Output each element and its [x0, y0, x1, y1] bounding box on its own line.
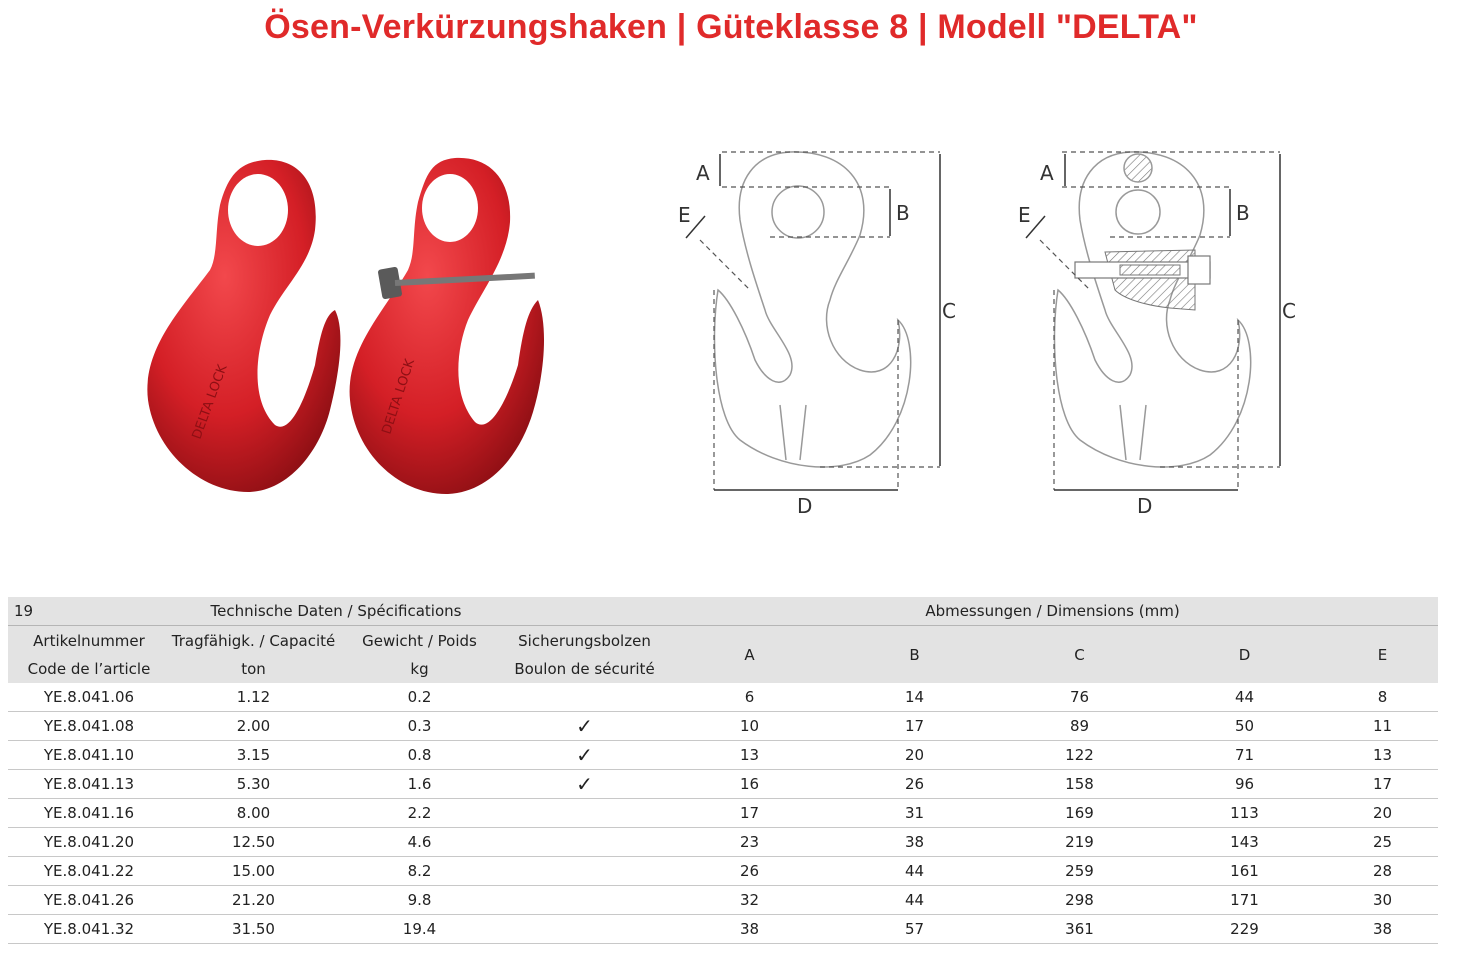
cell-dim-b: 20 [832, 741, 997, 770]
cell-dim-b: 44 [832, 857, 997, 886]
cell-weight: 0.3 [337, 712, 502, 741]
dim-label-b: B [1236, 201, 1250, 225]
cell-weight: 2.2 [337, 799, 502, 828]
table-number: 19 [8, 597, 170, 626]
page-title: Ösen-Verkürzungshaken | Güteklasse 8 | Modell "DELTA" [264, 8, 1198, 46]
cell-safety-bolt [502, 828, 667, 857]
dim-label-d: D [797, 494, 813, 518]
cell-dim-d: 143 [1162, 828, 1327, 857]
dim-label-d: D [1137, 494, 1153, 518]
technical-drawing-with-bolt [1010, 140, 1320, 520]
cell-dim-a: 17 [667, 799, 832, 828]
cell-dim-a: 13 [667, 741, 832, 770]
cell-dim-d: 96 [1162, 770, 1327, 799]
cell-dim-d: 71 [1162, 741, 1327, 770]
cell-dim-c: 169 [997, 799, 1162, 828]
cell-safety-bolt: ✓ [502, 770, 667, 799]
cell-dim-d: 113 [1162, 799, 1327, 828]
cell-dim-c: 89 [997, 712, 1162, 741]
header-safety-bolt-fr: Boulon de sécurité [502, 655, 667, 683]
hook-left-engraving: DELTA LOCK [189, 362, 231, 442]
cell-dim-a: 6 [667, 683, 832, 712]
cell-dim-c: 122 [997, 741, 1162, 770]
cell-dim-d: 161 [1162, 857, 1327, 886]
cell-dim-c: 76 [997, 683, 1162, 712]
cell-article-code: YE.8.041.10 [8, 741, 170, 770]
header-dim-c: C [997, 626, 1162, 684]
dim-label-c: C [942, 299, 956, 323]
cell-weight: 4.6 [337, 828, 502, 857]
cell-capacity: 15.00 [170, 857, 337, 886]
cell-capacity: 2.00 [170, 712, 337, 741]
cell-dim-b: 26 [832, 770, 997, 799]
header-safety-bolt: Sicherungsbolzen [502, 626, 667, 656]
cell-dim-c: 219 [997, 828, 1162, 857]
table-row [8, 857, 1438, 886]
cell-dim-b: 17 [832, 712, 997, 741]
cell-dim-b: 44 [832, 886, 997, 915]
table-header-group-row [8, 597, 1438, 626]
header-capacity-unit: ton [170, 655, 337, 683]
specifications-table [8, 597, 1438, 944]
cell-dim-e: 30 [1327, 886, 1438, 915]
cell-dim-c: 298 [997, 886, 1162, 915]
cell-dim-e: 25 [1327, 828, 1438, 857]
table-row [8, 683, 1438, 712]
cell-dim-a: 10 [667, 712, 832, 741]
cell-dim-c: 158 [997, 770, 1162, 799]
header-dim-e: E [1327, 626, 1438, 684]
cell-article-code: YE.8.041.32 [8, 915, 170, 944]
cell-dim-a: 38 [667, 915, 832, 944]
table-row [8, 712, 1438, 741]
cell-dim-b: 14 [832, 683, 997, 712]
cell-article-code: YE.8.041.20 [8, 828, 170, 857]
cell-dim-e: 8 [1327, 683, 1438, 712]
hook-right-engraving: DELTA LOCK [379, 357, 418, 437]
cell-capacity: 1.12 [170, 683, 337, 712]
cell-dim-e: 13 [1327, 741, 1438, 770]
cell-dim-c: 361 [997, 915, 1162, 944]
cell-article-code: YE.8.041.08 [8, 712, 170, 741]
cell-dim-a: 16 [667, 770, 832, 799]
header-capacity: Tragfähigk. / Capacité [170, 626, 337, 656]
dim-label-a: A [696, 161, 710, 185]
header-dim-b: B [832, 626, 997, 684]
table-row [8, 741, 1438, 770]
cell-dim-d: 229 [1162, 915, 1327, 944]
cell-dim-e: 28 [1327, 857, 1438, 886]
cell-safety-bolt [502, 857, 667, 886]
technical-drawing-standard [670, 140, 970, 520]
cell-weight: 0.8 [337, 741, 502, 770]
dim-label-b: B [896, 201, 910, 225]
cell-dim-a: 26 [667, 857, 832, 886]
header-article-number: Artikelnummer [8, 626, 170, 656]
header-article-code: Code de l’article [8, 655, 170, 683]
cell-dim-d: 44 [1162, 683, 1327, 712]
dim-label-c: C [1282, 299, 1296, 323]
table-row [8, 915, 1438, 944]
cell-dim-e: 11 [1327, 712, 1438, 741]
cell-weight: 8.2 [337, 857, 502, 886]
cell-weight: 19.4 [337, 915, 502, 944]
cell-dim-e: 20 [1327, 799, 1438, 828]
cell-capacity: 12.50 [170, 828, 337, 857]
cell-safety-bolt [502, 886, 667, 915]
hook-left-image [147, 160, 340, 492]
cell-safety-bolt [502, 799, 667, 828]
product-photo [140, 150, 550, 500]
cell-dim-b: 38 [832, 828, 997, 857]
cell-safety-bolt: ✓ [502, 741, 667, 770]
cell-weight: 0.2 [337, 683, 502, 712]
cell-dim-b: 31 [832, 799, 997, 828]
cell-dim-b: 57 [832, 915, 997, 944]
table-row [8, 886, 1438, 915]
cell-article-code: YE.8.041.22 [8, 857, 170, 886]
cell-capacity: 3.15 [170, 741, 337, 770]
header-weight: Gewicht / Poids [337, 626, 502, 656]
header-dim-a: A [667, 626, 832, 684]
header-technical-data: Technische Daten / Spécifications [170, 597, 502, 626]
header-weight-unit: kg [337, 655, 502, 683]
dim-label-e: E [1018, 203, 1031, 227]
cell-capacity: 5.30 [170, 770, 337, 799]
header-dim-d: D [1162, 626, 1327, 684]
table-row [8, 828, 1438, 857]
cell-article-code: YE.8.041.16 [8, 799, 170, 828]
cell-safety-bolt: ✓ [502, 712, 667, 741]
table-header-row-1 [8, 626, 1438, 656]
cell-dim-e: 17 [1327, 770, 1438, 799]
cell-article-code: YE.8.041.26 [8, 886, 170, 915]
dim-label-e: E [678, 203, 691, 227]
header-dimensions: Abmessungen / Dimensions (mm) [667, 597, 1438, 626]
cell-dim-a: 32 [667, 886, 832, 915]
cell-dim-d: 171 [1162, 886, 1327, 915]
cell-safety-bolt [502, 683, 667, 712]
cell-article-code: YE.8.041.13 [8, 770, 170, 799]
cell-capacity: 8.00 [170, 799, 337, 828]
cell-capacity: 21.20 [170, 886, 337, 915]
cell-capacity: 31.50 [170, 915, 337, 944]
cell-weight: 9.8 [337, 886, 502, 915]
cell-weight: 1.6 [337, 770, 502, 799]
cell-dim-e: 38 [1327, 915, 1438, 944]
cell-dim-a: 23 [667, 828, 832, 857]
dim-label-a: A [1040, 161, 1054, 185]
cell-safety-bolt [502, 915, 667, 944]
cell-dim-d: 50 [1162, 712, 1327, 741]
cell-article-code: YE.8.041.06 [8, 683, 170, 712]
table-row [8, 799, 1438, 828]
cell-dim-c: 259 [997, 857, 1162, 886]
table-row [8, 770, 1438, 799]
hook-right-image [350, 158, 544, 494]
table-body [8, 683, 1438, 944]
